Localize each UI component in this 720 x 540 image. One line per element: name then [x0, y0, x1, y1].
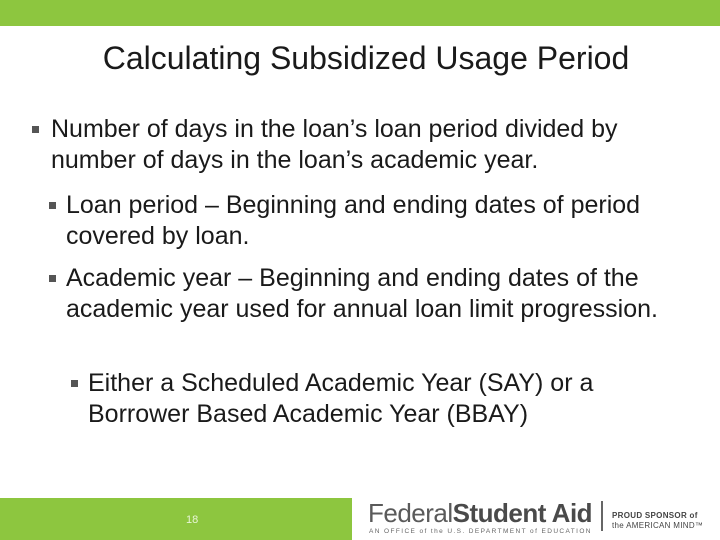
sponsor-text — [612, 511, 716, 531]
bullet-text: Academic year – Beginning and ending dates of the academic year used for annual loan limit progression. — [66, 264, 658, 323]
logo-tagline: AN OFFICE of the U.S. DEPARTMENT of EDUCATION — [369, 528, 592, 535]
bullet-text: Number of days in the loan’s loan period divided by number of days in the loan’s academic year. — [51, 115, 618, 174]
sponsor-line-1: PROUD SPONSOR of — [612, 511, 698, 520]
bullet-level-2 — [66, 263, 696, 325]
logo-wordmark — [368, 499, 592, 527]
square-bullet-icon — [32, 126, 39, 133]
sponsor-line-2: the AMERICAN MIND™ — [612, 521, 704, 530]
footer-green-band — [0, 498, 352, 540]
page-number: 18 — [186, 514, 199, 526]
logo-divider — [601, 501, 603, 531]
federal-student-aid-logo — [368, 499, 594, 535]
logo-bold: Student Aid — [452, 498, 593, 528]
bullet-level-3 — [88, 368, 698, 430]
bullet-text: Loan period – Beginning and ending dates of period covered by loan. — [66, 191, 641, 250]
bullet-text: Either a Scheduled Academic Year (SAY) or a Borrower Based Academic Year (BBAY) — [88, 369, 594, 428]
bullet-level-1 — [51, 114, 701, 176]
slide-title: Calculating Subsidized Usage Period — [102, 40, 630, 76]
square-bullet-icon — [71, 380, 78, 387]
square-bullet-icon — [49, 202, 56, 209]
slide-footer — [0, 498, 720, 540]
square-bullet-icon — [49, 275, 56, 282]
logo-regular: Federal — [368, 498, 453, 528]
top-accent-bar — [0, 0, 720, 26]
bullet-level-2 — [66, 190, 696, 252]
